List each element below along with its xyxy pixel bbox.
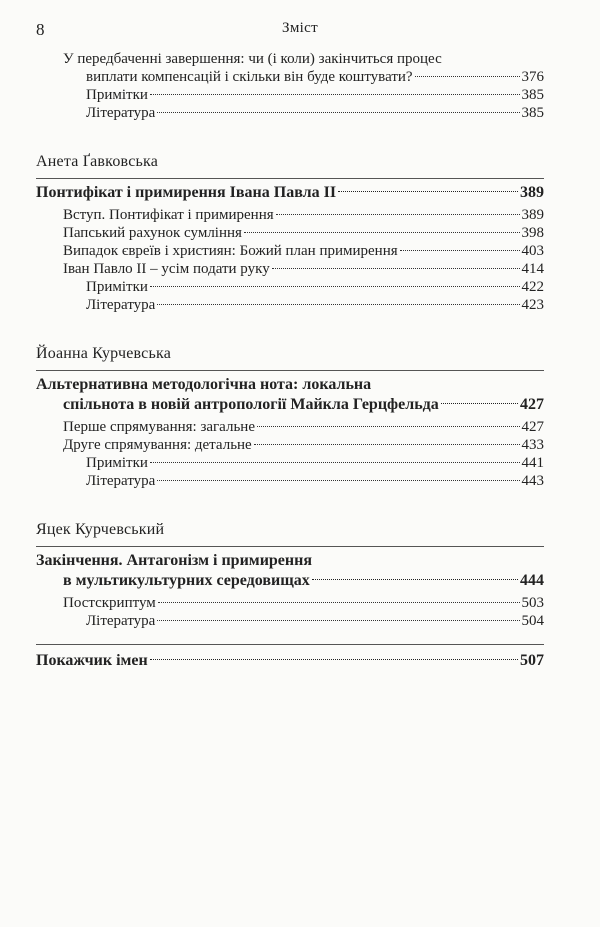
leader-dots: [276, 214, 520, 215]
toc-entry[interactable]: [36, 418, 544, 436]
toc-entry[interactable]: [36, 296, 544, 314]
toc-entry-label: Література: [86, 297, 156, 313]
leader-dots: [272, 268, 520, 269]
toc-entry-label: Вступ. Понтифікат і примирення: [63, 207, 274, 223]
toc-entry-label: Література: [86, 473, 156, 489]
page-header: [0, 20, 600, 44]
toc-page-number: 398: [521, 225, 544, 241]
toc-entry-label: Друге спрямування: детальне: [63, 437, 252, 453]
leader-dots: [257, 426, 520, 427]
toc-page-number: 389: [521, 207, 544, 223]
leader-dots: [157, 620, 519, 621]
toc-entry-label: Випадок євреїв і християн: Божий план примирення: [63, 243, 398, 259]
toc-page-number: 422: [521, 279, 544, 295]
toc-page-number: 423: [521, 297, 544, 313]
toc-entry-text: У передбаченні завершення: чи (і коли) закінчиться процес: [63, 51, 442, 67]
toc-entry[interactable]: [36, 68, 544, 86]
leader-dots: [312, 579, 518, 580]
toc-entry-label: Примітки: [86, 87, 148, 103]
toc-entry[interactable]: [36, 612, 544, 630]
chapter-title-text: Закінчення. Антагонізм і примирення: [36, 552, 312, 569]
toc-page-number: 385: [521, 105, 544, 121]
toc-entry[interactable]: [36, 594, 544, 612]
leader-dots: [157, 304, 519, 305]
toc-chapter-title[interactable]: [36, 571, 544, 591]
toc-entry[interactable]: [36, 206, 544, 224]
leader-dots: [158, 602, 520, 603]
toc-page-number: 504: [521, 613, 544, 629]
leader-dots: [157, 112, 519, 113]
leader-dots: [157, 480, 519, 481]
toc-entry-label: Папський рахунок сумління: [63, 225, 242, 241]
toc-page-number: 444: [520, 572, 544, 589]
toc-entry-label: Література: [86, 105, 156, 121]
page-number: 8: [36, 20, 45, 39]
toc-entry-label: Іван Павло ІІ – усім подати руку: [63, 261, 270, 277]
toc-entry[interactable]: [36, 260, 544, 278]
toc-entry-label: Перше спрямування: загальне: [63, 419, 255, 435]
toc-chapter-title[interactable]: [36, 183, 544, 203]
chapter-title-text: спільнота в новій антропології Майкла Герцфельда: [63, 396, 439, 413]
leader-dots: [150, 94, 520, 95]
toc-entry[interactable]: [36, 436, 544, 454]
divider: [36, 546, 544, 547]
toc-page-number: 503: [521, 595, 544, 611]
toc-entry[interactable]: [36, 104, 544, 122]
toc-page-number: 441: [521, 455, 544, 471]
toc-index-entry[interactable]: [36, 651, 544, 671]
toc-page-number: 433: [521, 437, 544, 453]
leader-dots: [441, 403, 518, 404]
section-author: Йоанна Курчевська: [36, 345, 171, 362]
table-of-contents: [36, 50, 544, 671]
leader-dots: [150, 286, 520, 287]
toc-page-number: 443: [521, 473, 544, 489]
leader-dots: [150, 659, 518, 660]
index-title-text: Покажчик імен: [36, 652, 148, 669]
leader-dots: [244, 232, 520, 233]
toc-page-number: 403: [521, 243, 544, 259]
leader-dots: [338, 191, 518, 192]
toc-entry[interactable]: [36, 472, 544, 490]
running-head: Зміст: [282, 20, 318, 36]
leader-dots: [150, 462, 520, 463]
section-author: Яцек Курчевський: [36, 521, 165, 538]
toc-page-number: 385: [521, 87, 544, 103]
leader-dots: [415, 76, 520, 77]
chapter-title-text: Альтернативна методологічна нота: локальна: [36, 376, 372, 393]
toc-page-number: 414: [521, 261, 544, 277]
toc-page-number: 427: [520, 396, 544, 413]
divider: [36, 370, 544, 371]
toc-entry-label: Примітки: [86, 279, 148, 295]
toc-entry[interactable]: [36, 454, 544, 472]
section-author: Анета Ґавковська: [36, 153, 159, 170]
chapter-title-text: в мультикультурних середовищах: [63, 572, 310, 589]
toc-entry-label: Література: [86, 613, 156, 629]
toc-entry-label: Примітки: [86, 455, 148, 471]
divider: [36, 644, 544, 645]
leader-dots: [254, 444, 520, 445]
toc-page-number: 427: [521, 419, 544, 435]
toc-entry[interactable]: [36, 86, 544, 104]
toc-page-number: 376: [521, 69, 544, 85]
divider: [36, 178, 544, 179]
toc-entry-label: Постскриптум: [63, 595, 156, 611]
toc-entry[interactable]: [36, 278, 544, 296]
toc-page-number: 507: [520, 652, 544, 669]
toc-entry[interactable]: [36, 242, 544, 260]
toc-page-number: 389: [520, 184, 544, 201]
chapter-title-text: Понтифікат і примирення Івана Павла ІІ: [36, 184, 337, 201]
toc-entry-label: виплати компенсацій і скільки він буде коштувати?: [86, 69, 413, 85]
leader-dots: [400, 250, 520, 251]
toc-chapter-title[interactable]: [36, 395, 544, 415]
toc-entry[interactable]: [36, 224, 544, 242]
